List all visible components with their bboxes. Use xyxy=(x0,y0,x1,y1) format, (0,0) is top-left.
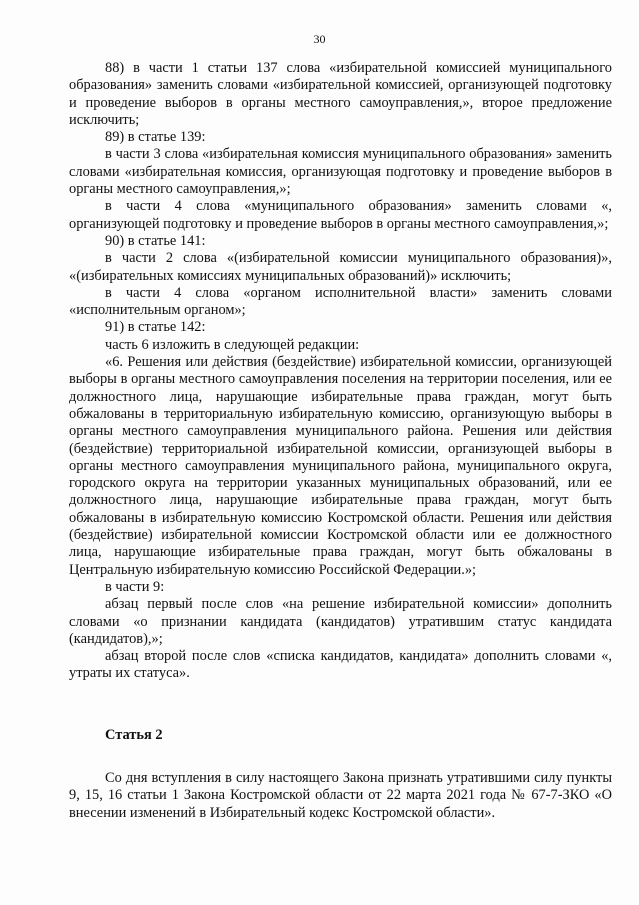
amendment-paragraph-91: 91) в статье 142: xyxy=(105,319,206,336)
amendment-paragraph-91-part-9: в части 9: xyxy=(105,578,165,595)
amendment-paragraph-89-part-3: в части 3 слова «избирательная комиссия муниципального образования» заменить словами «избирательная комиссия, организующая подготовку и проведение выборов в органы местного самоуправления,»; xyxy=(69,146,612,198)
document-body xyxy=(69,60,612,822)
section-spacer xyxy=(69,683,612,705)
amendment-paragraph-90-part-2: в части 2 слова «(избирательной комиссии муниципального образования)», «(избирательных комиссиях муниципальных образований)» исключить; xyxy=(69,250,612,284)
amendment-paragraph-90: 90) в статье 141: xyxy=(105,232,206,249)
page-number: 30 xyxy=(313,32,326,46)
article-heading: Статья 2 xyxy=(105,726,163,743)
amendment-paragraph-89: 89) в статье 139: xyxy=(105,129,206,146)
article-2-text: Со дня вступления в силу настоящего Закона признать утратившими силу пункты 9, 15, 16 статьи 1 Закона Костромской области от 22 марта 2021 года № 67-7-ЗКО «О внесении изменений в Избирательный кодекс Костромской области». xyxy=(69,769,612,821)
amendment-paragraph-91-part-9-second: абзац второй после слов «списка кандидатов, кандидата» дополнить словами «, утраты их статуса». xyxy=(69,648,612,682)
amendment-paragraph-91-part-6-intro: часть 6 изложить в следующей редакции: xyxy=(105,336,360,353)
amendment-paragraph-91-part-9-first: абзац первый после слов «на решение избирательной комиссии» дополнить словами «о признании кандидата (кандидатов) утратившим статус кандидата (кандидатов),»; xyxy=(69,596,612,647)
amendment-paragraph-90-part-4: в части 4 слова «органом исполнительной власти» заменить словами «исполнительным органом»; xyxy=(69,284,612,319)
amendment-paragraph-89-part-4: в части 4 слова «муниципального образования» заменить словами «, организующей подготовку и проведение выборов в органы местного самоуправления,»; xyxy=(69,198,612,232)
amendment-paragraph-91-part-6-text: «6. Решения или действия (бездействие) избирательной комиссии, организующей выборы в органы местного самоуправления поселения на территории поселения, или ее должностного лица, нарушающие избирательные права граждан, могут быть обжалованы в территориальную избирательную комиссию, организующую выборы в органы местного самоуправления муниципального района. Решения или действия (бездействие) территориальной избирательной комиссии, организующей выборы в органы местного самоуправления муниципального района, муниципального округа, городского округа на территории указанных муниципальных образований, или ее должностного лица, нарушающие избирательные права граждан, могут быть обжалованы в избирательную комиссию Костромской области. Решения или действия (бездействие) избирательной комиссии Костромской области или ее должностного лица, нарушающие избирательные права граждан, могут быть обжалованы в Центральную избирательную комиссию Российской Федерации.»; xyxy=(69,354,612,578)
amendment-paragraph-88: 88) в части 1 статьи 137 слова «избирательной комиссией муниципального образования» заменить словами «избирательной комиссией, организующей подготовку и проведение выборов в органы местного самоуправления,», второе предложение исключить; xyxy=(69,60,612,128)
